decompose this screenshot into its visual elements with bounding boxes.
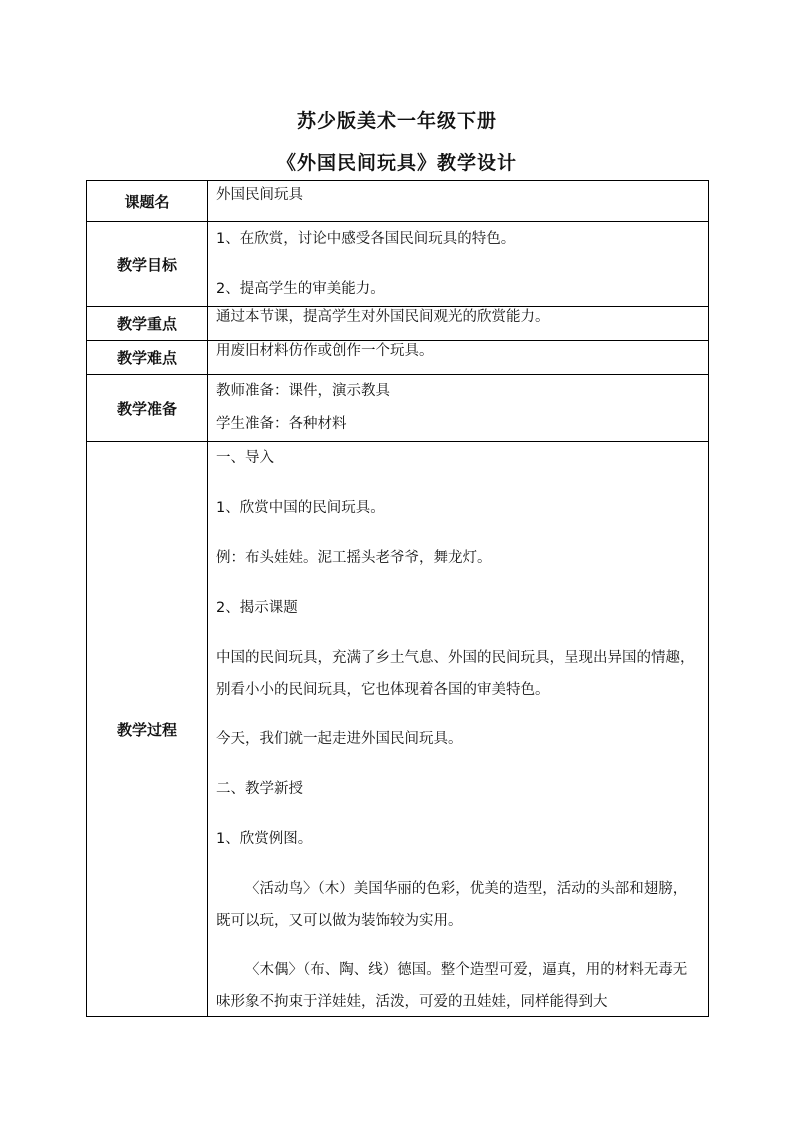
process-paragraph: 二、教学新授 — [216, 781, 303, 797]
prep-item: 教师准备：课件，演示教具 — [216, 383, 390, 399]
spacer — [208, 706, 708, 723]
spacer — [208, 475, 708, 492]
process-paragraph: 〈木偶〉（布、陶、线）德国。整个造型可爱，逼真，用的材料无毒无味形象不拘束于洋娃娃，活泼，可爱的丑娃娃，同样能得到大 — [216, 962, 688, 1010]
spacer — [208, 806, 708, 823]
spacer — [208, 575, 708, 592]
spacer — [208, 525, 708, 542]
row-focus — [87, 307, 709, 341]
label-process: 教学过程 — [87, 442, 208, 1017]
lesson-plan-table — [86, 180, 709, 1017]
spacer — [208, 856, 708, 873]
process-paragraph: 1、欣赏中国的民间玩具。 — [216, 500, 385, 516]
cell-goals — [208, 222, 709, 307]
cell-prep — [208, 375, 709, 442]
process-paragraph: 中国的民间玩具，充满了乡土气息、外国的民间玩具，呈现出异国的情趣，别看小小的民间玩具，它也体现着各国的审美特色。 — [216, 650, 695, 698]
cell-topic — [208, 181, 709, 222]
cell-process — [208, 442, 709, 1017]
row-process — [87, 442, 709, 1017]
label-topic: 课题名 — [87, 181, 208, 222]
spacer — [208, 256, 708, 273]
row-prep — [87, 375, 709, 442]
goal-item: 2、提高学生的审美能力。 — [216, 281, 385, 297]
process-paragraph: 〈活动鸟〉（木）美国华丽的色彩，优美的造型，活动的头部和翅膀，既可以玩，又可以做为装饰较为实用。 — [216, 881, 688, 929]
topic-text: 外国民间玩具 — [216, 186, 303, 203]
spacer — [208, 937, 708, 954]
spacer — [208, 756, 708, 773]
row-goals — [87, 222, 709, 307]
label-goals: 教学目标 — [87, 222, 208, 307]
row-difficulty — [87, 341, 709, 375]
process-paragraph: 一、导入 — [216, 450, 274, 466]
label-prep: 教学准备 — [87, 375, 208, 442]
prep-item: 学生准备：各种材料 — [216, 416, 347, 432]
row-topic — [87, 181, 709, 222]
label-focus: 教学重点 — [87, 307, 208, 341]
spacer — [208, 625, 708, 642]
document-title: 苏少版美术一年级下册 — [296, 110, 497, 132]
process-paragraph: 1、欣赏例图。 — [216, 831, 313, 847]
cell-difficulty — [208, 341, 709, 375]
focus-text: 通过本节课，提高学生对外国民间观光的欣赏能力。 — [216, 309, 550, 325]
difficulty-text: 用废旧材料仿作或创作一个玩具。 — [216, 343, 434, 359]
process-paragraph: 2、揭示课题 — [216, 600, 298, 616]
process-paragraph: 今天，我们就一起走进外国民间玩具。 — [216, 731, 463, 747]
label-difficulty: 教学难点 — [87, 341, 208, 375]
cell-focus — [208, 307, 709, 341]
document-subtitle: 《外国民间玩具》教学设计 — [276, 152, 517, 174]
process-paragraph: 例：布头娃娃。泥工摇头老爷爷，舞龙灯。 — [216, 550, 492, 566]
goal-item: 1、在欣赏，讨论中感受各国民间玩具的特色。 — [216, 231, 516, 247]
